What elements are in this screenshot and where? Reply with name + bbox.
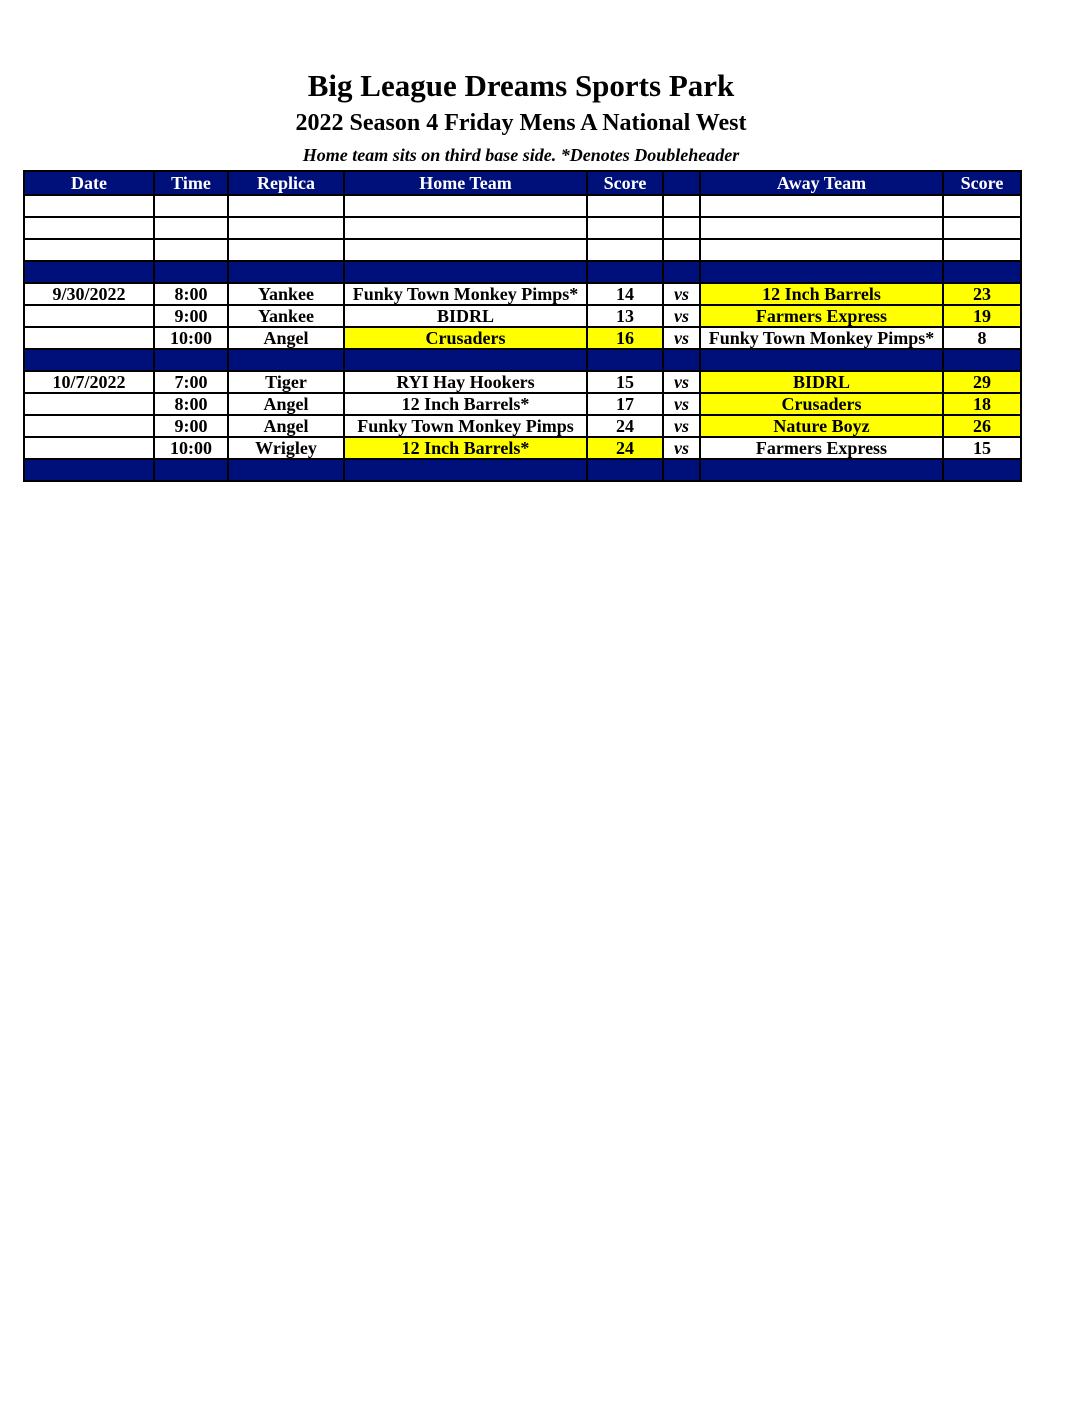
blank-cell [663, 217, 700, 239]
date-cell [24, 437, 154, 459]
time-cell: 10:00 [154, 327, 228, 349]
blank-row [24, 195, 1021, 217]
blank-cell [700, 217, 943, 239]
home-score-cell: 16 [587, 327, 663, 349]
spacer-cell [587, 459, 663, 481]
blank-cell [24, 195, 154, 217]
vs-cell: vs [663, 327, 700, 349]
spacer-cell [344, 349, 587, 371]
spacer-cell [943, 261, 1021, 283]
blank-cell [587, 195, 663, 217]
home-team-cell: 12 Inch Barrels* [344, 393, 587, 415]
replica-cell: Angel [228, 327, 344, 349]
time-cell: 10:00 [154, 437, 228, 459]
game-row [24, 437, 1021, 459]
away-team-cell: Farmers Express [700, 305, 943, 327]
away-score-cell: 15 [943, 437, 1021, 459]
spacer-cell [700, 459, 943, 481]
away-score-cell: 8 [943, 327, 1021, 349]
home-team-cell: Funky Town Monkey Pimps* [344, 283, 587, 305]
home-score-cell: 14 [587, 283, 663, 305]
vs-cell: vs [663, 371, 700, 393]
home-score-cell: 13 [587, 305, 663, 327]
vs-cell: vs [663, 305, 700, 327]
date-cell: 10/7/2022 [24, 371, 154, 393]
home-team-cell: Funky Town Monkey Pimps [344, 415, 587, 437]
time-cell: 8:00 [154, 283, 228, 305]
date-cell [24, 305, 154, 327]
home-score-cell: 24 [587, 437, 663, 459]
replica-cell: Angel [228, 415, 344, 437]
col-header-away-score: Score [943, 171, 1021, 195]
vs-cell: vs [663, 283, 700, 305]
blank-cell [228, 217, 344, 239]
date-cell [24, 393, 154, 415]
spacer-row [24, 459, 1021, 481]
away-score-cell: 26 [943, 415, 1021, 437]
blank-cell [700, 239, 943, 261]
date-cell [24, 327, 154, 349]
spacer-cell [663, 261, 700, 283]
vs-cell: vs [663, 393, 700, 415]
time-cell: 8:00 [154, 393, 228, 415]
blank-cell [154, 195, 228, 217]
replica-cell: Yankee [228, 283, 344, 305]
replica-cell: Tiger [228, 371, 344, 393]
spacer-cell [587, 349, 663, 371]
away-team-cell: Nature Boyz [700, 415, 943, 437]
schedule-note: Home team sits on third base side. *Denotes Doubleheader [302, 145, 740, 165]
spacer-cell [943, 459, 1021, 481]
blank-row [24, 217, 1021, 239]
blank-cell [663, 239, 700, 261]
game-row [24, 371, 1021, 393]
spacer-cell [154, 459, 228, 481]
home-team-cell: BIDRL [344, 305, 587, 327]
home-team-cell: 12 Inch Barrels* [344, 437, 587, 459]
blank-cell [154, 217, 228, 239]
game-row [24, 283, 1021, 305]
spacer-cell [700, 349, 943, 371]
spacer-row [24, 349, 1021, 371]
game-row [24, 327, 1021, 349]
col-header-away-team: Away Team [700, 171, 943, 195]
col-header-date: Date [24, 171, 154, 195]
blank-cell [24, 239, 154, 261]
away-score-cell: 19 [943, 305, 1021, 327]
spacer-cell [228, 459, 344, 481]
home-score-cell: 24 [587, 415, 663, 437]
away-team-cell: Crusaders [700, 393, 943, 415]
blank-cell [663, 195, 700, 217]
blank-cell [24, 217, 154, 239]
replica-cell: Angel [228, 393, 344, 415]
game-row [24, 415, 1021, 437]
time-cell: 7:00 [154, 371, 228, 393]
away-score-cell: 18 [943, 393, 1021, 415]
spacer-cell [700, 261, 943, 283]
blank-cell [943, 217, 1021, 239]
away-team-cell: 12 Inch Barrels [700, 283, 943, 305]
replica-cell: Yankee [228, 305, 344, 327]
blank-row [24, 239, 1021, 261]
away-score-cell: 29 [943, 371, 1021, 393]
blank-cell [943, 195, 1021, 217]
away-score-cell: 23 [943, 283, 1021, 305]
blank-cell [344, 217, 587, 239]
home-score-cell: 17 [587, 393, 663, 415]
time-cell: 9:00 [154, 305, 228, 327]
spacer-cell [228, 261, 344, 283]
vs-cell: vs [663, 437, 700, 459]
away-team-cell: Farmers Express [700, 437, 943, 459]
spacer-cell [154, 349, 228, 371]
away-team-cell: Funky Town Monkey Pimps* [700, 327, 943, 349]
date-cell [24, 415, 154, 437]
col-header-replica: Replica [228, 171, 344, 195]
blank-cell [587, 217, 663, 239]
blank-cell [228, 195, 344, 217]
blank-cell [154, 239, 228, 261]
time-cell: 9:00 [154, 415, 228, 437]
spacer-cell [344, 459, 587, 481]
replica-cell: Wrigley [228, 437, 344, 459]
spacer-row [24, 261, 1021, 283]
spacer-cell [24, 261, 154, 283]
col-header-time: Time [154, 171, 228, 195]
game-row [24, 393, 1021, 415]
col-header-home-score: Score [587, 171, 663, 195]
blank-cell [943, 239, 1021, 261]
spacer-cell [24, 349, 154, 371]
blank-cell [587, 239, 663, 261]
vs-cell: vs [663, 415, 700, 437]
blank-cell [700, 195, 943, 217]
home-score-cell: 15 [587, 371, 663, 393]
col-header-vs [663, 171, 700, 195]
home-team-cell: Crusaders [344, 327, 587, 349]
spacer-cell [24, 459, 154, 481]
blank-cell [344, 239, 587, 261]
spacer-cell [943, 349, 1021, 371]
spacer-cell [228, 349, 344, 371]
home-team-cell: RYI Hay Hookers [344, 371, 587, 393]
schedule-table [23, 170, 1022, 482]
blank-cell [228, 239, 344, 261]
spacer-cell [663, 459, 700, 481]
spacer-cell [344, 261, 587, 283]
page-title: Big League Dreams Sports Park [307, 68, 735, 103]
spacer-cell [154, 261, 228, 283]
game-row [24, 305, 1021, 327]
spacer-cell [587, 261, 663, 283]
page-subtitle: 2022 Season 4 Friday Mens A National West [295, 110, 747, 136]
spacer-cell [663, 349, 700, 371]
blank-cell [344, 195, 587, 217]
header-row [24, 171, 1021, 195]
away-team-cell: BIDRL [700, 371, 943, 393]
col-header-home-team: Home Team [344, 171, 587, 195]
schedule-body [24, 195, 1021, 481]
date-cell: 9/30/2022 [24, 283, 154, 305]
